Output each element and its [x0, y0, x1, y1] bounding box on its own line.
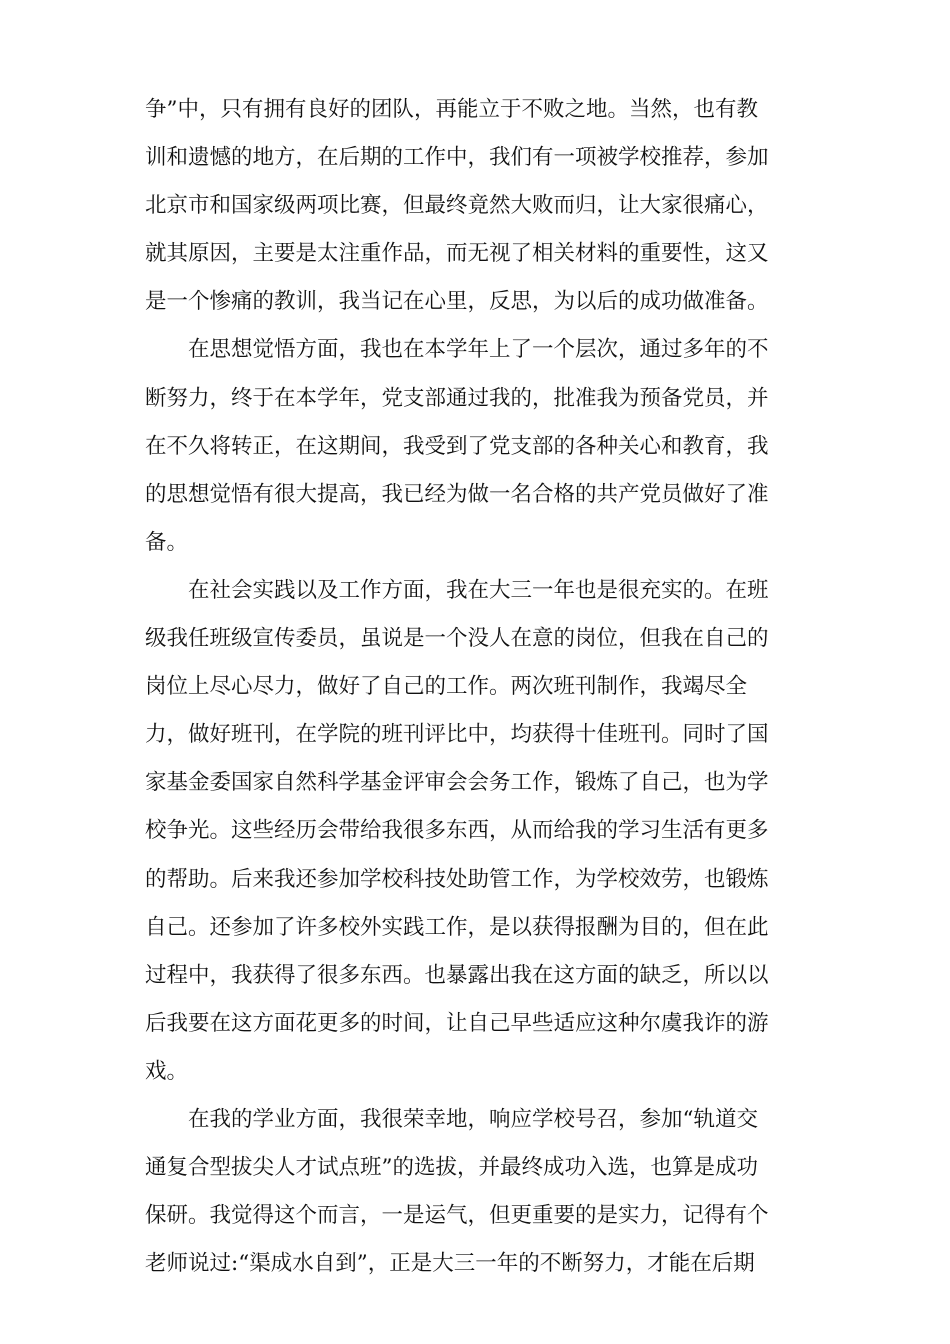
text-line: 在我的学业方面，我很荣幸地，响应学校号召，参加“轨道交: [188, 1106, 758, 1132]
text-line: 在不久将转正，在这期间，我受到了党支部的各种关心和教育，我: [145, 433, 769, 459]
text-line: 断努力，终于在本学年，党支部通过我的，批准我为预备党员，并: [145, 385, 769, 411]
text-line: 自己。还参加了许多校外实践工作，是以获得报酬为目的，但在此: [145, 914, 769, 940]
text-line: 争”中，只有拥有良好的团队，再能立于不败之地。当然，也有教: [145, 97, 758, 122]
text-line: 备。: [145, 529, 189, 555]
text-line: 级我任班级宣传委员，虽说是一个没人在意的岗位，但我在自己的: [145, 626, 769, 652]
body-text: [145, 86, 805, 1288]
text-line: 家基金委国家自然科学基金评审会会务工作，锻炼了自己，也为学: [145, 770, 769, 796]
text-line: 的帮助。后来我还参加学校科技处助管工作，为学校效劳，也锻炼: [145, 866, 769, 892]
paragraph: [145, 86, 805, 326]
paragraph: [145, 1096, 805, 1288]
text-line: 戏。: [145, 1058, 189, 1084]
text-line: 就其原因，主要是太注重作品，而无视了相关材料的重要性，这又: [145, 241, 769, 267]
text-line: 训和遗憾的地方，在后期的工作中，我们有一项被学校推荐，参加: [145, 145, 769, 171]
text-line: 校争光。这些经历会带给我很多东西，从而给我的学习生活有更多: [145, 818, 769, 844]
paragraph: [145, 567, 805, 1096]
text-line: 的思想觉悟有很大提高，我已经为做一名合格的共产党员做好了准: [145, 481, 769, 507]
text-line: 后我要在这方面花更多的时间，让自己早些适应这种尔虞我诈的游: [145, 1010, 769, 1036]
text-line: 老师说过:“渠成水自到”，正是大三一年的不断努力，才能在后期: [145, 1251, 755, 1277]
text-line: 通复合型拔尖人才试点班”的选拔，并最终成功入选，也算是成功: [145, 1155, 758, 1181]
text-line: 力，做好班刊，在学院的班刊评比中，均获得十佳班刊。同时了国: [145, 722, 769, 748]
paragraph: [145, 326, 805, 566]
text-line: 岗位上尽心尽力，做好了自己的工作。两次班刊制作，我竭尽全: [145, 674, 748, 700]
text-line: 北京市和国家级两项比赛，但最终竟然大败而归，让大家很痛心，: [145, 193, 769, 219]
text-line: 在思想觉悟方面，我也在本学年上了一个层次，通过多年的不: [188, 337, 769, 363]
text-line: 在社会实践以及工作方面，我在大三一年也是很充实的。在班: [188, 577, 769, 603]
text-line: 保研。我觉得这个而言，一是运气，但更重要的是实力，记得有个: [145, 1203, 769, 1229]
text-line: 是一个惨痛的教训，我当记在心里，反思，为以后的成功做准备。: [145, 289, 769, 315]
text-line: 过程中，我获得了很多东西。也暴露出我在这方面的缺乏，所以以: [145, 962, 769, 988]
